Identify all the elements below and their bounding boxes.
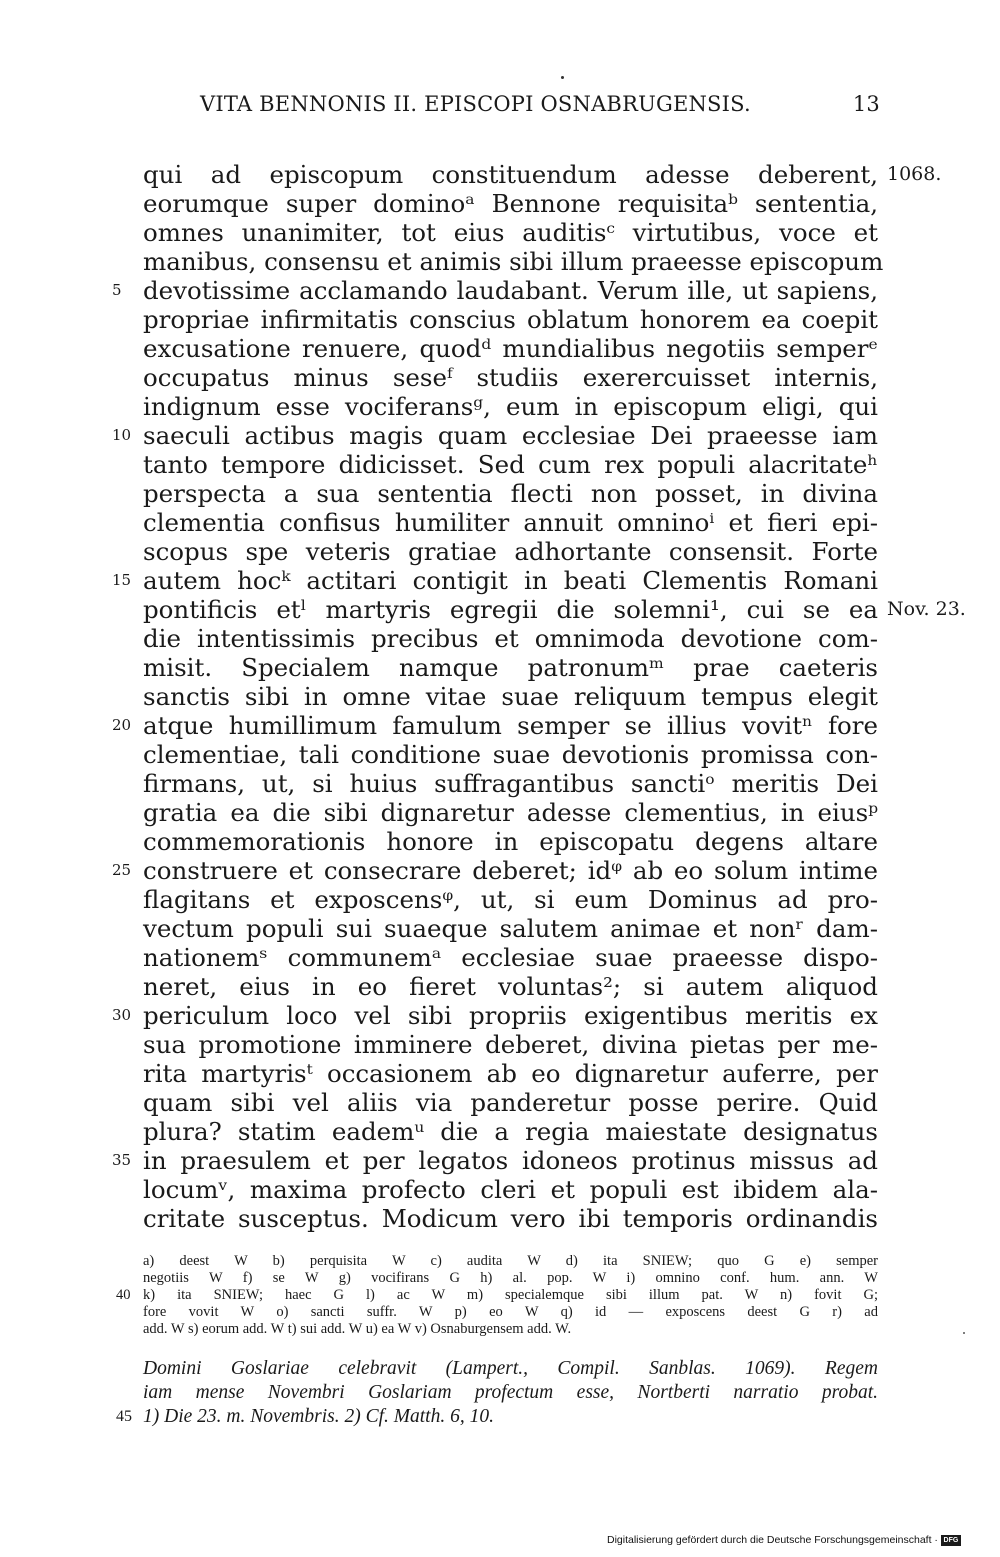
margin-note-date: Nov. 23. bbox=[887, 598, 966, 620]
text-line: pontificis etˡ martyris egregii die solemni¹, cui se ea bbox=[143, 595, 878, 624]
running-head bbox=[200, 92, 880, 122]
text-line: tanto tempore didicisset. Sed cum rex populi alacritateʰ bbox=[143, 450, 878, 479]
line-number: 30 bbox=[112, 1006, 132, 1024]
text-line: neret, eius in eo fieret voluntas²; si autem aliquod bbox=[143, 972, 878, 1001]
text-line: in praesulem et per legatos idoneos protinus missus ad bbox=[143, 1146, 878, 1175]
footnote-line: Domini Goslariae celebravit (Lampert., Compil. Sanblas. 1069). Regem bbox=[143, 1358, 878, 1379]
line-number: 5 bbox=[112, 281, 122, 299]
line-number: 40 bbox=[116, 1287, 131, 1303]
digitization-credit bbox=[607, 1532, 987, 1548]
text-line: periculum loco vel sibi propriis exigentibus meritis ex bbox=[143, 1001, 878, 1030]
text-line: flagitans et exposcensᵠ, ut, si eum Dominus ad pro- bbox=[143, 885, 878, 914]
text-line: manibus, consensu et animis sibi illum praeesse episcopum bbox=[143, 247, 884, 276]
line-number: 25 bbox=[112, 861, 132, 879]
dfg-logo: DFG bbox=[941, 1535, 961, 1546]
text-line: gratia ea die sibi dignaretur adesse clementius, in eiusᵖ bbox=[143, 798, 878, 827]
text-line: firmans, ut, si huius suffragantibus sanctiᵒ meritis Dei bbox=[143, 769, 878, 798]
credit-text: Digitalisierung gefördert durch die Deutsche Forschungsgemeinschaft · bbox=[607, 1534, 938, 1546]
text-line: propriae infirmitatis conscius oblatum honorem ea coepit bbox=[143, 305, 878, 334]
text-line: vectum populi sui suaeque salutem animae et nonʳ dam- bbox=[143, 914, 878, 943]
text-line: omnes unanimiter, tot eius auditisᶜ virtutibus, voce et bbox=[143, 218, 878, 247]
text-line: die intentissimis precibus et omnimoda devotione com- bbox=[143, 624, 878, 653]
print-speck bbox=[561, 76, 564, 79]
text-line: atque humillimum famulum semper se illius vovitⁿ fore bbox=[143, 711, 878, 740]
margin-note-year: 1068. bbox=[887, 163, 942, 185]
line-number: 35 bbox=[112, 1151, 132, 1169]
text-line: locumᵛ, maxima profecto cleri et populi est ibidem ala- bbox=[143, 1175, 878, 1204]
text-line: misit. Specialem namque patronumᵐ prae caeteris bbox=[143, 653, 878, 682]
text-line: critate susceptus. Modicum vero ibi temporis ordinandis bbox=[143, 1204, 878, 1233]
line-number: 45 bbox=[116, 1408, 132, 1425]
text-line: qui ad episcopum constituendum adesse deberent, bbox=[143, 160, 878, 189]
text-line: plura? statim eademᵘ die a regia maiestate designatus bbox=[143, 1117, 878, 1146]
text-line: excusatione renuere, quodᵈ mundialibus negotiis semperᵉ bbox=[143, 334, 878, 363]
text-line: quam sibi vel aliis via panderetur posse perire. Quid bbox=[143, 1088, 878, 1117]
page-number: 13 bbox=[852, 92, 880, 116]
text-line: scopus spe veteris gratiae adhortante consensit. Forte bbox=[143, 537, 878, 566]
text-line: nationemˢ communemᵃ ecclesiae suae praeesse dispo- bbox=[143, 943, 878, 972]
text-line: eorumque super dominoᵃ Bennone requisitaᵇ sententia, bbox=[143, 189, 878, 218]
text-line: autem hocᵏ actitari contigit in beati Clementis Romani bbox=[143, 566, 878, 595]
text-line: devotissime acclamando laudabant. Verum ille, ut sapiens, bbox=[143, 276, 878, 305]
text-line: sanctis sibi in omne vitae suae reliquum tempus elegit bbox=[143, 682, 878, 711]
line-number: 20 bbox=[112, 716, 132, 734]
text-line: clementiae, tali conditione suae devotionis promissa con- bbox=[143, 740, 878, 769]
text-line: occupatus minus seseᶠ studiis exerercuisset internis, bbox=[143, 363, 878, 392]
footnote-line: iam mense Novembri Goslariam profectum esse, Nortberti narratio probat. bbox=[143, 1382, 878, 1403]
footnote-line: 1) Die 23. m. Novembris. 2) Cf. Matth. 6, 10. bbox=[143, 1406, 494, 1427]
text-line: clementia confisus humiliter annuit omninoⁱ et fieri epi- bbox=[143, 508, 878, 537]
text-line: commemorationis honore in episcopatu degens altare bbox=[143, 827, 878, 856]
line-number: 15 bbox=[112, 571, 132, 589]
text-line: saeculi actibus magis quam ecclesiae Dei praeesse iam bbox=[143, 421, 878, 450]
text-line: construere et consecrare deberet; idᵠ ab eo solum intime bbox=[143, 856, 878, 885]
print-speck bbox=[963, 1332, 965, 1334]
apparatus-line: add. W s) eorum add. W t) sui add. W u) ea W v) Osnaburgensem add. W. bbox=[143, 1321, 572, 1337]
running-head-title: VITA BENNONIS II. EPISCOPI OSNABRUGENSIS. bbox=[200, 92, 751, 116]
text-line: sua promotione imminere deberet, divina pietas per me- bbox=[143, 1030, 878, 1059]
apparatus-line: k) ita SNIEW; haec G l) ac W m) specialemque sibi illum pat. W n) fovit G; bbox=[143, 1287, 878, 1303]
apparatus-line: negotiis W f) se W g) vocifirans G h) al. pop. W i) omnino conf. hum. ann. W bbox=[143, 1270, 878, 1286]
text-line: indignum esse vociferansᵍ, eum in episcopum eligi, qui bbox=[143, 392, 878, 421]
text-line: rita martyrisᵗ occasionem ab eo dignaretur auferre, per bbox=[143, 1059, 878, 1088]
apparatus-line: a) deest W b) perquisita W c) audita W d) ita SNIEW; quo G e) semper bbox=[143, 1253, 878, 1269]
line-number: 10 bbox=[112, 426, 132, 444]
apparatus-line: fore vovit W o) sancti suffr. W p) eo W q) id — exposcens deest G r) ad bbox=[143, 1304, 878, 1320]
text-line: perspecta a sua sententia flecti non posset, in divina bbox=[143, 479, 878, 508]
